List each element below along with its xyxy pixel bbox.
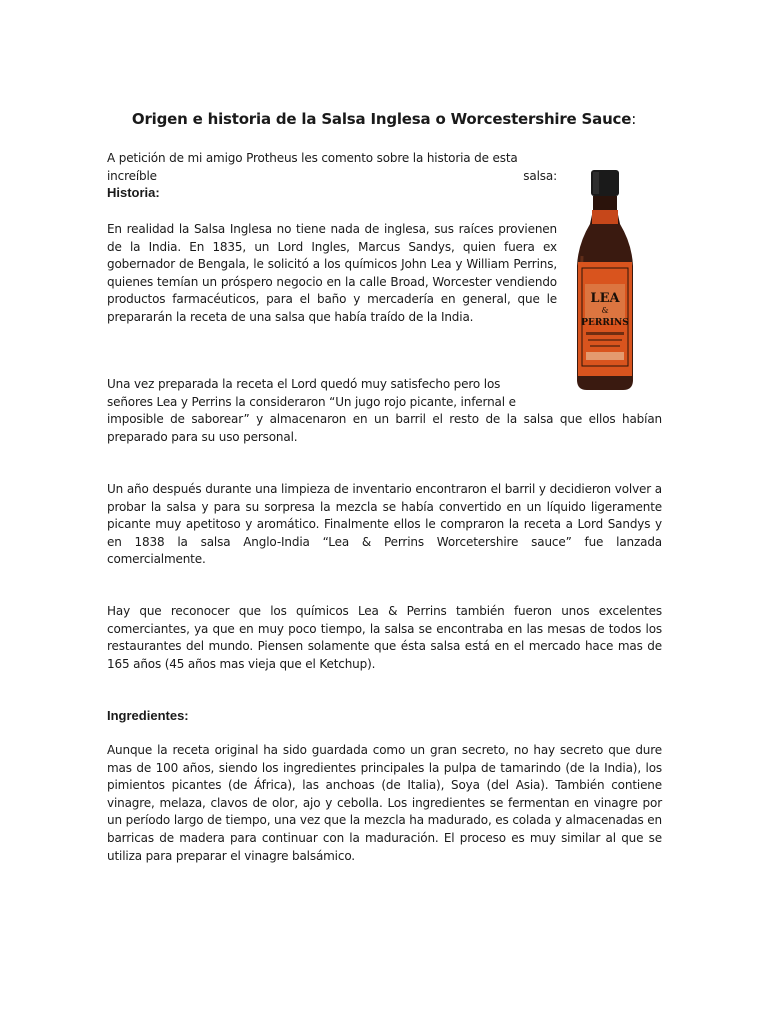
intro-paragraph: [107, 150, 557, 185]
heading-historia: Historia:: [107, 185, 160, 200]
bottle-label-lea: LEA: [590, 291, 620, 306]
paragraph-historia-2-end: imposible de saborear” y almacenaron en un barril el resto de la salsa que ellos habían preparado para su uso personal.: [107, 412, 662, 444]
heading-ingredientes: Ingredientes:: [107, 708, 189, 723]
intro-line: A petición de mi amigo Protheus les comento sobre la historia de esta: [107, 151, 518, 165]
bottle-icon: [572, 166, 638, 394]
paragraph-historia-4: Hay que reconocer que los químicos Lea & Perrins también fueron unos excelentes comerciantes, ya que en muy poco tiempo, la salsa se encontraba en las mesas de todos los restaurantes del mundo. Piensen solamente que ésta salsa está en el mercado hace mas de 165 años (45 años mas vieja que el Ketchup).: [107, 604, 662, 671]
paragraph-line: Una vez preparada la receta el Lord quedó muy satisfecho pero los: [107, 377, 501, 391]
page-title: Origen e historia de la Salsa Inglesa o Worcestershire Sauce:: [131, 110, 637, 128]
paragraph-historia-1: En realidad la Salsa Inglesa no tiene nada de inglesa, sus raíces provienen de la India. En 1835, un Lord Ingles, Marcus Sandys, quien fuera ex gobernador de Bengala, le solicitó a los químicos John Lea y William Perrins, quienes temían un próspero negocio en la calle Broad, Worcester vendiendo productos farmacéuticos, para el baño y mercadería en general, que le prepararán la receta de una salsa que había traído de la India.: [107, 222, 557, 324]
paragraph-historia-2-start: [107, 376, 557, 411]
paragraph-line: señores Lea y Perrins la consideraron “Un jugo rojo picante, infernal e: [107, 394, 516, 409]
sauce-bottle-image: [572, 166, 638, 394]
paragraph-historia-3: Un año después durante una limpieza de inventario encontraron el barril y decidieron volver a probar la salsa y para su sorpresa la mezcla se había convertido en un líquido ligeramente picante muy apetitoso y aromático. Finalmente ellos le compraron la receta a Lord Sandys y en 1838 la salsa Anglo-India “Lea & Perrins Worcetershire sauce” fue lanzada comercialmente.: [107, 482, 662, 567]
intro-word: salsa:: [523, 168, 557, 183]
bottle-label-amp: &: [601, 306, 609, 315]
paragraph-ingredientes: Aunque la receta original ha sido guardada como un gran secreto, no hay secreto que dure mas de 100 años, siendo los ingredientes principales la pulpa de tamarindo (de la India), los pimientos picantes (de África), las anchoas (de Italia), Soya (del Asia). También contiene vinagre, melaza, clavos de olor, ajo y cebolla. Los ingredientes se fermentan en vinagre por un período largo de tiempo, una vez que la mezcla ha madurado, es colada y almacenadas en barricas de madera para continuar con la maduración. El proceso es muy similar al que se utiliza para preparar el vinagre balsámico.: [107, 743, 662, 863]
bottle-label-perrins: PERRINS: [581, 318, 629, 328]
intro-word: increíble: [107, 168, 157, 183]
